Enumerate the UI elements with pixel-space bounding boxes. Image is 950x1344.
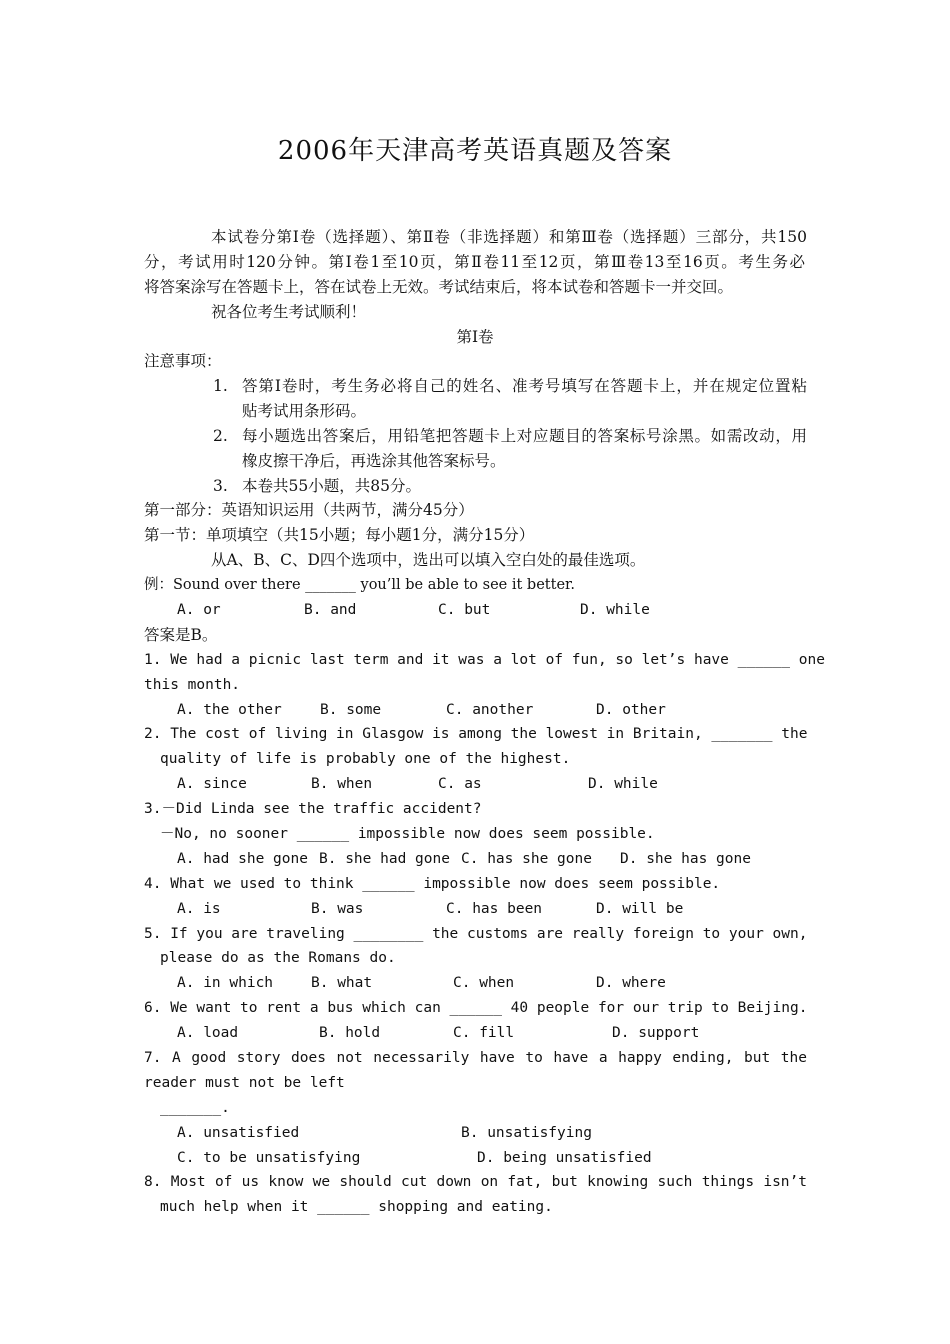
notes-heading: 注意事项： [144,352,222,370]
question-7-line-2: reader must not be left [144,1075,345,1091]
question-6-option-b: B. hold [319,1025,381,1041]
question-7-option-a: A. unsatisfied [177,1125,300,1141]
question-4-option-d: D. will be [596,901,684,917]
question-2-option-a: A. since [177,776,247,792]
question-3-option-a: A. had she gone [177,851,308,867]
question-2-option-c: C. as [438,776,482,792]
note-1-line-1: 答第Ⅰ卷时，考生务必将自己的姓名、准考号填写在答题卡上，并在规定位置粘 [242,377,807,395]
example-stem: 例：Sound over there _______ you’ll be able to see it better. [144,577,575,593]
example-answer: 答案是B。 [144,626,218,644]
section-1-heading: 第一节：单项填空（共15小题；每小题1分，满分15分） [144,526,535,544]
question-2-option-b: B. when [311,776,373,792]
question-3-option-b: B. she had gone [319,851,450,867]
question-8-line-1: 8. Most of us know we should cut down on fat, but knowing such things isn’t [144,1174,807,1190]
question-1-option-c: C. another [446,702,534,718]
question-5-option-b: B. what [311,975,373,991]
question-4-option-c: C. has been [446,901,543,917]
question-6-option-c: C. fill [453,1025,515,1041]
question-6-line-1: 6. We want to rent a bus which can ______ 40 people for our trip to Beijing. [144,1000,808,1016]
question-1-option-b: B. some [320,702,382,718]
question-3-option-d: D. she has gone [620,851,751,867]
example-option-b: B. and [304,602,357,618]
intro-line-3: 将答案涂写在答题卡上，答在试卷上无效。考试结束后，将本试卷和答题卡一并交回。 [144,278,734,296]
question-4-option-a: A. is [177,901,221,917]
question-5-option-c: C. when [453,975,515,991]
note-2-line-1: 每小题选出答案后，用铅笔把答题卡上对应题目的答案标号涂黑。如需改动，用 [242,427,807,445]
example-option-d: D. while [580,602,650,618]
question-5-option-d: D. where [596,975,666,991]
question-3-line-2: －No, no sooner ______ impossible now does seem possible. [160,826,655,842]
question-1-option-d: D. other [596,702,666,718]
question-7-line-3: _______. [160,1100,230,1116]
note-3-number: 3. [213,477,228,495]
question-7-option-c: C. to be unsatisfying [177,1150,361,1166]
note-1-number: 1. [213,377,228,395]
note-3-text: 本卷共55小题，共85分。 [242,477,421,495]
question-6-option-d: D. support [612,1025,700,1041]
question-6-option-a: A. load [177,1025,239,1041]
question-1-line-1: 1. We had a picnic last term and it was a lot of fun, so let’s have ______ one [144,652,825,668]
question-7-line-1: 7. A good story does not necessarily have to have a happy ending, but the [144,1050,807,1066]
example-option-c: C. but [438,602,491,618]
question-4-line-1: 4. What we used to think ______ impossible now does seem possible. [144,876,721,892]
note-2-line-2: 橡皮擦干净后，再选涂其他答案标号。 [242,452,506,470]
question-2-line-2: quality of life is probably one of the highest. [160,751,571,767]
question-5-option-a: A. in which [177,975,274,991]
question-3-option-c: C. has she gone [461,851,592,867]
question-1-line-2: this month. [144,677,241,693]
example-option-a: A. or [177,602,221,618]
intro-line-4: 祝各位考生考试顺利！ [211,303,367,321]
question-3-line-1: 3.－Did Linda see the traffic accident? [144,801,482,817]
question-7-option-d: D. being unsatisfied [477,1150,652,1166]
question-5-line-2: please do as the Romans do. [160,950,396,966]
question-4-option-b: B. was [311,901,364,917]
question-2-option-d: D. while [588,776,658,792]
note-1-line-2: 贴考试用条形码。 [242,402,367,420]
volume-heading: 第Ⅰ卷 [456,328,494,346]
question-7-option-b: B. unsatisfying [461,1125,592,1141]
note-2-number: 2. [213,427,228,445]
intro-line-1: 本试卷分第Ⅰ卷（选择题）、第Ⅱ卷（非选择题）和第Ⅲ卷（选择题）三部分，共150 [211,228,807,246]
question-8-line-2: much help when it ______ shopping and eating. [160,1199,553,1215]
question-5-line-1: 5. If you are traveling ________ the customs are really foreign to your own, [144,926,808,942]
part-1-heading: 第一部分：英语知识运用（共两节，满分45分） [144,501,474,519]
question-1-option-a: A. the other [177,702,282,718]
intro-line-2: 分，考试用时120分钟。第Ⅰ卷1至10页，第Ⅱ卷11至12页，第Ⅲ卷13至16页。考生务必 [144,253,805,271]
question-2-line-1: 2. The cost of living in Glasgow is among the lowest in Britain, _______ the [144,726,808,742]
page-title: 2006年天津高考英语真题及答案 [277,136,673,166]
instruction-text: 从A、B、C、D四个选项中，选出可以填入空白处的最佳选项。 [211,551,646,569]
